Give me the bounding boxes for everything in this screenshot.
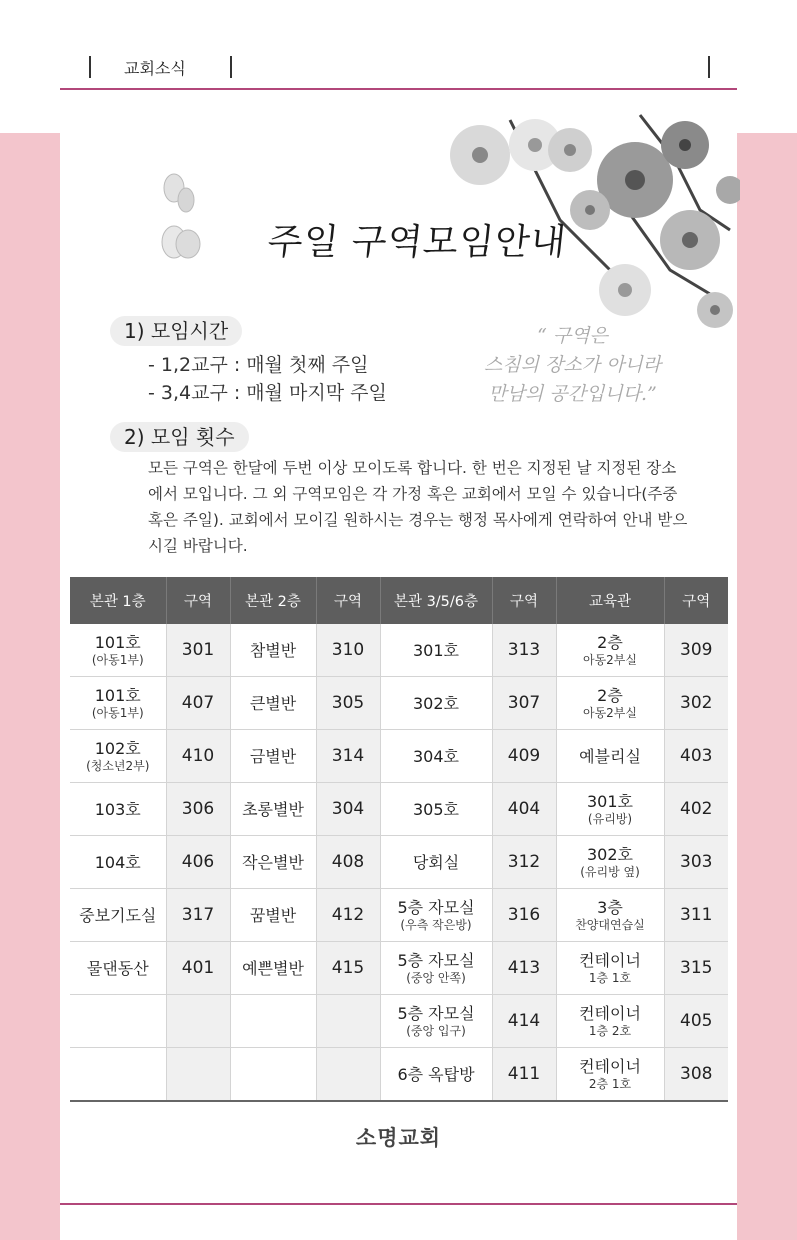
room-cell <box>70 677 166 730</box>
room-name: 큰별반 <box>249 693 297 713</box>
room-name: 작은별반 <box>242 852 304 872</box>
room-note: (청소년2부) <box>86 758 150 773</box>
room-cell <box>230 730 316 783</box>
butterfly-icon <box>156 222 206 262</box>
zone-number-cell <box>492 783 556 836</box>
room-cell <box>556 942 664 995</box>
room-note: 아동2부실 <box>582 705 637 720</box>
zone-number-cell <box>166 836 230 889</box>
column-header: 본관 2층 <box>230 577 316 624</box>
zone-number: 401 <box>181 957 215 978</box>
room-cell <box>230 783 316 836</box>
table-row <box>70 783 728 836</box>
room-name: 초롱별반 <box>242 799 304 819</box>
zone-number-cell <box>664 624 728 677</box>
column-header: 교육관 <box>556 577 664 624</box>
room-cell <box>230 624 316 677</box>
room-cell <box>556 783 664 836</box>
room-cell <box>70 995 166 1048</box>
table-row <box>70 624 728 677</box>
room-name: 104호 <box>94 852 141 872</box>
zone-number-cell <box>664 1048 728 1102</box>
room-cell <box>380 1048 492 1102</box>
room-name: 301호 <box>413 640 459 660</box>
table-header-row <box>70 577 728 624</box>
room-name: 3층 <box>597 897 623 917</box>
room-name: 102호 <box>94 738 141 758</box>
column-header: 본관 3/5/6층 <box>380 577 492 624</box>
zone-number: 303 <box>680 851 713 872</box>
zone-number-cell <box>492 942 556 995</box>
zone-number: 315 <box>680 957 713 978</box>
room-name: 컨테이너 <box>579 950 641 970</box>
zone-number-cell <box>166 889 230 942</box>
room-name: 6층 옥탑방 <box>397 1064 475 1084</box>
room-note: 아동2부실 <box>582 652 637 667</box>
room-name: 301호 <box>587 791 633 811</box>
header-divider <box>230 56 232 78</box>
page-header <box>60 48 737 88</box>
zone-number-cell <box>166 783 230 836</box>
zone-number: 317 <box>181 904 215 925</box>
room-cell <box>70 624 166 677</box>
room-name: 5층 자모실 <box>397 950 475 970</box>
zone-number: 307 <box>507 692 541 713</box>
zone-number-cell <box>492 730 556 783</box>
room-name: 103호 <box>94 799 141 819</box>
zone-number: 405 <box>680 1010 713 1031</box>
room-cell <box>380 677 492 730</box>
room-name: 참별반 <box>249 640 297 660</box>
zone-number: 403 <box>680 745 713 766</box>
zone-number: 410 <box>181 745 215 766</box>
zone-table <box>70 577 728 1102</box>
zone-number-cell <box>492 836 556 889</box>
zone-number: 305 <box>331 692 365 713</box>
zone-number-cell <box>492 995 556 1048</box>
room-note: (중앙 안쪽) <box>406 970 466 985</box>
zone-number-cell <box>316 1048 380 1102</box>
room-name: 컨테이너 <box>579 1056 641 1076</box>
zone-number: 306 <box>181 798 215 819</box>
table-row <box>70 836 728 889</box>
section1-label: 1) 모임시간 <box>110 316 242 346</box>
table-row <box>70 677 728 730</box>
room-cell <box>556 1048 664 1102</box>
room-note: 1층 1호 <box>588 970 632 985</box>
column-header: 구역 <box>664 577 728 624</box>
room-cell <box>230 677 316 730</box>
room-cell <box>380 995 492 1048</box>
column-header: 구역 <box>492 577 556 624</box>
zone-number: 415 <box>331 957 365 978</box>
page-title: 주일 구역모임안내 <box>265 222 569 263</box>
room-note: (중앙 입구) <box>406 1023 466 1038</box>
room-cell <box>70 836 166 889</box>
zone-number: 411 <box>507 1063 541 1084</box>
zone-number-cell <box>166 995 230 1048</box>
room-cell <box>230 836 316 889</box>
room-cell <box>70 730 166 783</box>
room-name: 302호 <box>587 844 633 864</box>
zone-number: 310 <box>331 639 365 660</box>
room-name: 꿈별반 <box>249 905 297 925</box>
zone-number: 302 <box>680 692 713 713</box>
table-row <box>70 889 728 942</box>
schedule-item: - 1,2교구 : 매월 첫째 주일 <box>148 354 369 376</box>
quote <box>470 322 675 409</box>
room-cell <box>556 836 664 889</box>
meeting-paragraph: 모든 구역은 한달에 두번 이상 모이도록 합니다. 한 번은 지정된 날 지정된 장소에서 모입니다. 그 외 구역모임은 각 가정 혹은 교회에서 모일 수 있습니다(주중 혹은 주일). 교회에서 모이길 원하시는 경우는 행정 목사에게 연락하여 안내 받으시길 바랍니다. <box>148 459 688 555</box>
section-title: 교회소식 <box>124 59 186 78</box>
column-header: 구역 <box>316 577 380 624</box>
room-cell <box>380 624 492 677</box>
zone-number: 304 <box>331 798 365 819</box>
zone-number-cell <box>316 995 380 1048</box>
zone-number-cell <box>316 836 380 889</box>
zone-number-cell <box>492 677 556 730</box>
zone-number-cell <box>166 677 230 730</box>
room-cell <box>556 889 664 942</box>
room-note: (유리방) <box>587 811 633 826</box>
room-cell <box>556 677 664 730</box>
room-cell <box>70 1048 166 1102</box>
quote-line: “ 구역은 <box>537 325 608 347</box>
room-note: 1층 2호 <box>588 1023 632 1038</box>
section2-label: 2) 모임 횟수 <box>110 422 249 452</box>
table-row <box>70 942 728 995</box>
zone-number: 404 <box>507 798 541 819</box>
room-cell <box>380 730 492 783</box>
room-name: 101호 <box>94 632 141 652</box>
room-name: 2층 <box>597 632 623 652</box>
room-cell <box>230 1048 316 1102</box>
room-name: 예블리실 <box>579 746 641 766</box>
room-name: 물댄동산 <box>86 958 149 978</box>
header-divider <box>89 56 91 78</box>
zone-number: 407 <box>181 692 215 713</box>
zone-number-cell <box>166 942 230 995</box>
zone-number: 414 <box>507 1010 541 1031</box>
room-cell <box>556 995 664 1048</box>
zone-number: 314 <box>331 745 365 766</box>
zone-number: 313 <box>507 639 541 660</box>
table-row <box>70 1048 728 1102</box>
room-cell <box>380 889 492 942</box>
room-name: 5층 자모실 <box>397 897 475 917</box>
zone-number-cell <box>492 1048 556 1102</box>
zone-number-cell <box>664 677 728 730</box>
room-cell <box>556 730 664 783</box>
zone-number: 413 <box>507 957 541 978</box>
zone-number-cell <box>316 624 380 677</box>
zone-number-cell <box>664 730 728 783</box>
room-cell <box>380 942 492 995</box>
footer-rule <box>60 1203 737 1205</box>
zone-number: 301 <box>181 639 215 660</box>
zone-number-cell <box>316 677 380 730</box>
schedule-item: - 3,4교구 : 매월 마지막 주일 <box>148 382 387 404</box>
quote-line: 만남의 공간입니다.” <box>488 383 657 405</box>
room-name: 305호 <box>413 799 459 819</box>
zone-number-cell <box>166 1048 230 1102</box>
room-name: 304호 <box>413 746 459 766</box>
zone-number-cell <box>664 836 728 889</box>
table-row <box>70 995 728 1048</box>
zone-number-cell <box>316 783 380 836</box>
room-name: 중보기도실 <box>79 905 157 925</box>
zone-number-cell <box>492 624 556 677</box>
room-note: (아동1부) <box>91 705 144 720</box>
zone-number: 312 <box>507 851 541 872</box>
zone-number-cell <box>664 942 728 995</box>
zone-number-cell <box>664 889 728 942</box>
room-name: 302호 <box>413 693 459 713</box>
room-cell <box>556 624 664 677</box>
zone-number: 308 <box>680 1063 713 1084</box>
room-cell <box>70 889 166 942</box>
room-cell <box>380 836 492 889</box>
zone-number: 408 <box>331 851 365 872</box>
zone-number: 406 <box>181 851 215 872</box>
header-divider <box>708 56 710 78</box>
room-cell <box>70 783 166 836</box>
room-name: 101호 <box>94 685 141 705</box>
table-row <box>70 730 728 783</box>
room-name: 컨테이너 <box>579 1003 641 1023</box>
room-note: (유리방 옆) <box>580 864 640 879</box>
room-cell <box>380 783 492 836</box>
quote-line: 스침의 장소가 아니라 <box>483 354 662 376</box>
column-header: 본관 1층 <box>70 577 166 624</box>
zone-number: 412 <box>331 904 365 925</box>
header-rule <box>60 88 737 90</box>
room-name: 당회실 <box>412 852 460 872</box>
room-name: 예쁜별반 <box>242 958 304 978</box>
room-cell <box>230 889 316 942</box>
room-name: 5층 자모실 <box>397 1003 475 1023</box>
butterfly-icon <box>160 172 200 216</box>
zone-number-cell <box>166 624 230 677</box>
zone-number: 409 <box>507 745 541 766</box>
church-name: 소명교회 <box>355 1126 442 1150</box>
room-cell <box>70 942 166 995</box>
zone-number-cell <box>166 730 230 783</box>
zone-number-cell <box>316 889 380 942</box>
room-cell <box>230 995 316 1048</box>
zone-number-cell <box>664 995 728 1048</box>
zone-number-cell <box>664 783 728 836</box>
room-note: (아동1부) <box>91 652 144 667</box>
room-note: (우측 작은방) <box>400 917 472 932</box>
zone-number-cell <box>316 730 380 783</box>
room-cell <box>230 942 316 995</box>
zone-number: 402 <box>680 798 713 819</box>
zone-number: 309 <box>680 639 713 660</box>
zone-number: 316 <box>507 904 541 925</box>
zone-number-cell <box>316 942 380 995</box>
room-note: 찬양대연습실 <box>575 917 645 932</box>
column-header: 구역 <box>166 577 230 624</box>
room-name: 금별반 <box>249 746 297 766</box>
room-note: 2층 1호 <box>588 1076 632 1091</box>
room-name: 2층 <box>597 685 623 705</box>
zone-number: 311 <box>680 904 713 925</box>
zone-number-cell <box>492 889 556 942</box>
